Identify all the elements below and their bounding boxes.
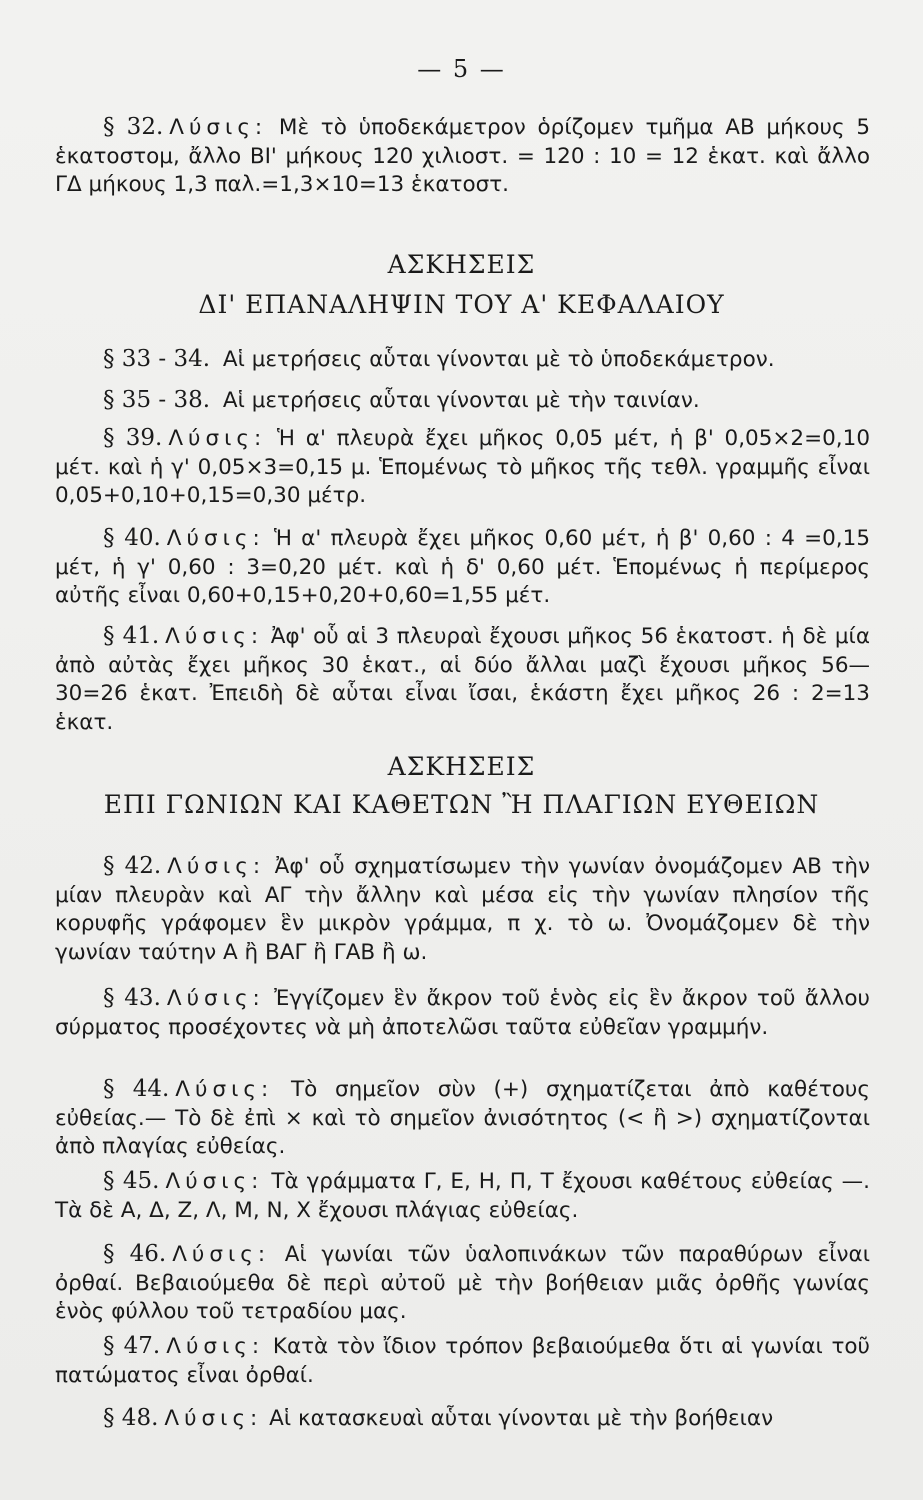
- section-number: § 46.: [103, 1241, 167, 1267]
- paragraph-text: Αἱ μετρήσεις αὗται γίνονται μὲ τὸ ὑποδεκάμετρον.: [222, 347, 775, 372]
- paragraph-text: Ἐγγίζομεν ἓν ἄκρον τοῦ ἑνὸς εἰς ἓν ἄκρον τοῦ ἄλλου σύρματος προσέχοντες νὰ μὴ ἀποτελῶσι ταῦτα εὐθεῖαν γραμμήν.: [55, 986, 870, 1040]
- section-heading-2-title: ΑΣΚΗΣΕΙΣ: [387, 752, 536, 781]
- section-heading-1-title: ΑΣΚΗΣΕΙΣ: [387, 250, 536, 279]
- section-number: § 48.: [103, 1405, 159, 1431]
- solution-label: Λύσις:: [165, 1169, 264, 1194]
- paragraph-43: [55, 984, 870, 1042]
- paragraph-44: [55, 1075, 870, 1162]
- section-number: § 47.: [103, 1333, 161, 1359]
- paragraph-text: Αἱ μετρήσεις αὗται γίνονται μὲ τὴν ταινίαν.: [222, 388, 700, 413]
- solution-label: Λύσις:: [175, 1077, 274, 1102]
- solution-label: Λύσις:: [165, 624, 264, 649]
- paragraph-text: Μὲ τὸ ὑποδεκάμετρον ὁρίζομεν τμῆμα ΑΒ μήκους 5 ἑκατοστομ, ἄλλο ΒΙ' μήκους 120 χιλιοστ. = 120 : 10 = 12 ἑκατ. καὶ ἄλλο ΓΔ μήκους 1,3 παλ.=1,3×10=13 ἑκατοστ.: [55, 115, 871, 197]
- paragraph-35-38: [55, 386, 870, 416]
- solution-label: Λύσις:: [166, 1334, 265, 1359]
- paragraph-39: [55, 424, 870, 511]
- paragraph-text: Αἱ γωνίαι τῶν ὑαλοπινάκων τῶν παραθύρων εἶναι ὀρθαί. Βεβαιούμεθα δὲ περὶ αὐτοῦ μὲ τὴν βοήθειαν μιᾶς ὀρθῆς γωνίας ἑνὸς φύλλου τοῦ τετραδίου μας.: [55, 1242, 870, 1324]
- solution-label: Λύσις:: [169, 115, 268, 140]
- solution-label: Λύσις:: [172, 1242, 271, 1267]
- section-heading-2-subtitle: ΕΠΙ ΓΩΝΙΩΝ ΚΑΙ ΚΑΘΕΤΩΝ Ἢ ΠΛΑΓΙΩΝ ΕΥΘΕΙΩΝ: [103, 790, 820, 819]
- paragraph-text: Ἀφ' οὗ σχηματίσωμεν τὴν γωνίαν ὀνομάζομεν ΑΒ τὴν μίαν πλευρὰν καὶ ΑΓ τὴν ἄλλην καὶ μέσα εἰς τὴν γωνίαν πλησίον τῆς κορυφῆς γράφομεν ἓν μικρὸν γράμμα, π χ. τὸ ω. Ὀνομάζομεν δὲ τὴν γωνίαν ταύτην Α ἢ ΒΑΓ ἢ ΓΑΒ ἢ ω.: [55, 854, 871, 965]
- paragraph-text: Ἀφ' οὗ αἱ 3 πλευραὶ ἔχουσι μῆκος 56 ἑκατοστ. ἡ δὲ μία ἀπὸ αὐτὰς ἔχει μῆκος 30 ἑκατ., αἱ δύο ἄλλαι μαζὶ ἔχουσι μῆκος 56—30=26 ἑκατ. Ἐπειδὴ δὲ αὗται εἶναι ἴσαι, ἑκάστη ἔχει μῆκος 26 : 2=13 ἑκατ.: [55, 624, 870, 735]
- section-number: § 44.: [103, 1076, 170, 1102]
- paragraph-47: [55, 1332, 870, 1390]
- solution-label: Λύσις:: [167, 854, 266, 879]
- paragraph-text: Ἡ α' πλευρὰ ἔχει μῆκος 0,60 μέτ, ἡ β' 0,60 : 4 =0,15 μέτ, ἡ γ' 0,60 : 3=0,20 μέτ. καὶ ἡ δ' 0,60 μέτ. Ἑπομένως ἡ περίμερος αὐτῆς εἶναι 0,60+0,15+0,20+0,60=1,55 μέτ.: [55, 526, 870, 608]
- section-number: § 35 - 38.: [103, 387, 211, 413]
- section-number: § 41.: [103, 623, 160, 649]
- paragraph-40: [55, 524, 870, 611]
- paragraph-text: Ἡ α' πλευρὰ ἔχει μῆκος 0,05 μέτ, ἡ β' 0,05×2=0,10 μέτ. καὶ ἡ γ' 0,05×3=0,15 μ. Ἑπομένως τὸ μῆκος τῆς τεθλ. γραμμῆς εἶναι 0,05+0,10+0,15=0,30 μέτρ.: [55, 426, 870, 508]
- section-heading-1-subtitle: ΔΙ' ΕΠΑΝΑΛΗΨΙΝ ΤΟΥ Α' ΚΕΦΑΛΑΙΟΥ: [198, 290, 725, 319]
- solution-label: Λύσις:: [166, 526, 265, 551]
- section-number: § 40.: [103, 525, 161, 551]
- section-number: § 42.: [103, 853, 162, 879]
- section-number: § 33 - 34.: [103, 346, 211, 372]
- paragraph-32: [55, 113, 870, 200]
- paragraph-46: [55, 1240, 870, 1327]
- paragraph-41: [55, 622, 870, 737]
- paragraph-45: [55, 1167, 870, 1225]
- section-number: § 45.: [103, 1168, 160, 1194]
- paragraph-48: [55, 1404, 870, 1434]
- section-number: § 43.: [103, 985, 161, 1011]
- section-number: § 39.: [103, 425, 163, 451]
- paragraph-42: [55, 852, 870, 967]
- paragraph-text: Τὸ σημεῖον σὺν (+) σχηματίζεται ἀπὸ καθέτους εὐθείας.— Τὸ δὲ ἐπὶ × καὶ τὸ σημεῖον ἀνισότητος (< ἢ >) σχηματίζονται ἀπὸ πλαγίας εὐθείας.: [55, 1077, 870, 1159]
- solution-label: Λύσις:: [168, 426, 267, 451]
- section-number: § 32.: [103, 114, 164, 140]
- solution-label: Λύσις:: [164, 1406, 263, 1431]
- paragraph-text: Τὰ γράμματα Γ, Ε, Η, Π, Τ ἔχουσι καθέτους εὐθείας —. Τὰ δὲ Α, Δ, Ζ, Λ, Μ, Ν, Χ ἔχουσι πλάγιας εὐθείας.: [55, 1169, 870, 1223]
- page-number: — 5 —: [417, 55, 506, 83]
- paragraph-text: Κατὰ τὸν ἴδιον τρόπον βεβαιούμεθα ὅτι αἱ γωνίαι τοῦ πατώματος εἶναι ὀρθαί.: [55, 1334, 870, 1388]
- paragraph-33-34: [55, 345, 870, 375]
- paragraph-text: Αἱ κατασκευαὶ αὗται γίνονται μὲ τὴν βοήθειαν: [269, 1406, 774, 1431]
- solution-label: Λύσις:: [166, 986, 265, 1011]
